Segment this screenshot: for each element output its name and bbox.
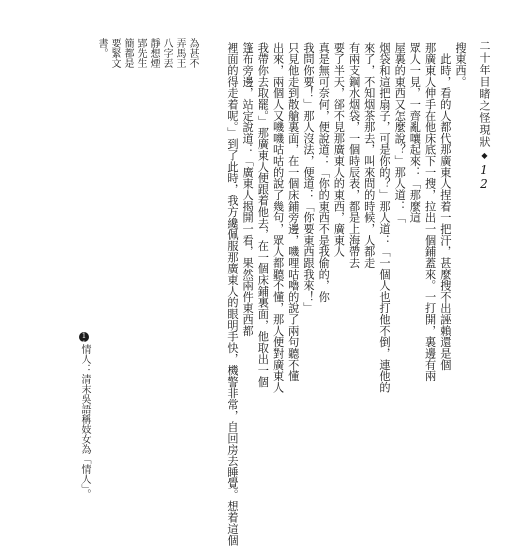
text-column: 篷布旁邊，站定說道：「廣東人揭開一看，果然兩件東西都 xyxy=(241,42,255,337)
text-column: 我帶你去取罷。」那廣東人便跟着他去，在一個床鋪裏面，他取出一個 xyxy=(256,42,270,388)
text-column: 裡面的得走着呢。」到了此時，我方纔佩服那廣東人的眼明手快，機警非常，自回房去睡覺。想着這個 xyxy=(225,42,239,546)
text-column: 有兩支鋼水烟袋，一個時辰表，都是上海帶去 xyxy=(347,42,361,269)
footnote-text: 情人：清末吳語稱妓女為「情人」。 xyxy=(79,344,90,499)
title-line: 靜想煙 xyxy=(148,38,159,68)
text-column: 屋裏的東西又怎麼說？」那人道：「 xyxy=(393,42,407,224)
title-line: 八字丟 xyxy=(161,38,172,68)
running-header xyxy=(477,40,491,191)
text-column: 出來，兩個人又嘰嘰咕咕的說了幾句，眾人都聽不懂，那人便對廣東人 xyxy=(271,42,285,393)
page-number: 12 xyxy=(477,163,491,191)
title-line: 弄馬王 xyxy=(174,38,185,68)
text-column: 來了，不知烟茶那去，叫來問的時候，人都走 xyxy=(362,42,376,269)
title-line: 書。 xyxy=(96,38,107,58)
footnote-marker-icon: 11 xyxy=(80,332,88,348)
diamond-ornament-icon: ◆ xyxy=(480,151,489,160)
title-line: 為甚不 xyxy=(187,38,198,68)
text-column: 那廣東人伸手在他床底下一搜，拉出一個鋪蓋來。一打開，裏邊有兩 xyxy=(423,42,437,382)
text-column: 此時，看的人都代那廣東人捏着一把汗，甚麼搜不出誣賴還是個 xyxy=(438,42,452,371)
text-column: 只見他走到散艙裏面，在一個床鋪旁邊，嘰哩咕嚕的說了兩句聽不懂 xyxy=(286,42,300,382)
book-title: 二十年目睹之怪現狀 xyxy=(478,40,491,148)
text-column: 我問你要！」那人沒法，便道：「你要東西跟我來！」 xyxy=(301,42,315,314)
text-column: 搜東西。 xyxy=(454,42,467,88)
text-column: 眾人一見，一齊亂嚷起來：「那麼這 xyxy=(408,42,422,224)
title-line: 郢先生 xyxy=(135,38,146,68)
footnote-line xyxy=(78,332,90,499)
text-column: 烟袋和這把扇子，可是你的？」那人道：「一個人也打他不倒，連他的 xyxy=(377,42,391,393)
footnote xyxy=(78,332,90,499)
title-line: 簡都是 xyxy=(122,38,133,68)
title-line: 要緊文 xyxy=(109,38,120,68)
chapter-title-block xyxy=(96,38,198,178)
text-column: 真是無可奈何，便說道：「你的東西不是我偷的，你 xyxy=(317,42,331,303)
text-column: 要了半天，郤不見那廣東人的東西，廣東人 xyxy=(332,42,346,258)
